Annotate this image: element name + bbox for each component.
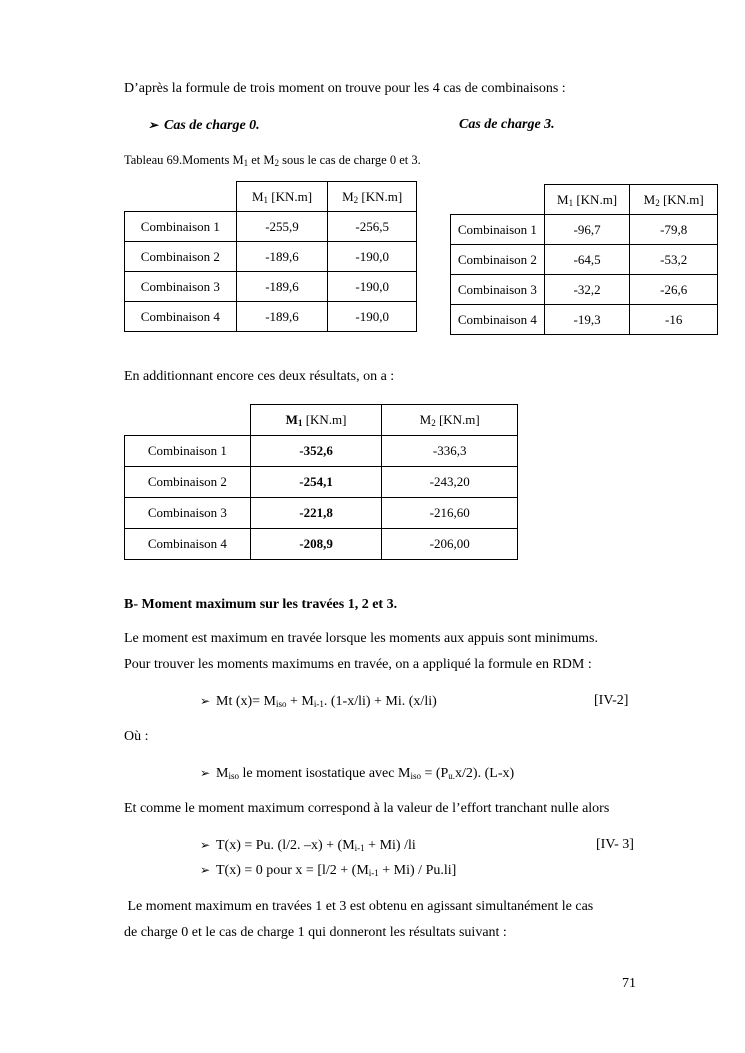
table-header-row <box>451 185 718 215</box>
caption-sub1: 1 <box>243 158 249 168</box>
section-heading: B- Moment maximum sur les travées 1, 2 et 3. <box>124 597 398 612</box>
sum-text: En additionnant encore ces deux résultats, on a : <box>124 369 395 384</box>
paragraph-line: Et comme le moment maximum correspond à la valeur de l’effort tranchant nulle alors <box>124 801 610 816</box>
table-case-0 <box>124 181 417 332</box>
header-m2: $M_2$ [KN.m] <box>630 185 718 215</box>
header-m1: $M_1$ [KN.m] <box>544 185 630 215</box>
formula-t-zero: ➢ T(x) = 0 pour $x = [l/2 + (M_{i-1} + Mi) / Pu.li]$ <box>200 863 457 878</box>
row-label: Combinaison 3 <box>451 275 545 305</box>
row-label: Combinaison 2 <box>451 245 545 275</box>
formula-miso: ➢ $M_{iso}$ le moment isostatique avec $M_{iso} = (P_{u.}x/2)$. (L-x) <box>200 766 515 781</box>
cell-m1: -352,6 <box>250 436 382 467</box>
cell-m1: -96,7 <box>544 215 630 245</box>
table-case-3 <box>450 184 718 335</box>
table-row <box>125 467 518 498</box>
table-row <box>125 272 417 302</box>
arrow-bullet-icon: ➢ <box>200 838 211 852</box>
paragraph-line: Le moment maximum en travées 1 et 3 est obtenu en agissant simultanément le cas <box>124 899 594 914</box>
cell-m2: -190,0 <box>328 242 417 272</box>
formula-ref: [IV- 3] <box>596 837 634 852</box>
cell-m2: -190,0 <box>328 272 417 302</box>
cell-m1: -64,5 <box>544 245 630 275</box>
table-header-row <box>125 405 518 436</box>
arrow-bullet-icon: ➢ <box>200 863 211 877</box>
row-label: Combinaison 1 <box>125 212 237 242</box>
table-row <box>125 302 417 332</box>
cell-m1: -254,1 <box>250 467 382 498</box>
table-row <box>125 212 417 242</box>
arrow-bullet-icon: ➢ <box>148 118 159 132</box>
cell-m1: -19,3 <box>544 305 630 335</box>
cell-m2: -243,20 <box>382 467 518 498</box>
row-label: Combinaison 1 <box>451 215 545 245</box>
paragraph-line: Pour trouver les moments maximums en travée, on a appliqué la formule en RDM : <box>124 657 592 672</box>
cell-m1: -255,9 <box>236 212 328 242</box>
page-number: 71 <box>622 976 636 991</box>
paragraph-line: Le moment est maximum en travée lorsque les moments aux appuis sont minimums. <box>124 631 598 646</box>
ou-label: Où : <box>124 729 149 744</box>
header-empty-cell <box>125 405 251 436</box>
row-label: Combinaison 3 <box>125 498 251 529</box>
caption-mid: et M <box>248 153 275 167</box>
header-empty-cell <box>451 185 545 215</box>
caption-sub2: 2 <box>274 158 279 168</box>
table-header-row <box>125 182 417 212</box>
cell-m2: -216,60 <box>382 498 518 529</box>
arrow-bullet-icon: ➢ <box>200 694 211 708</box>
cell-m2: -206,00 <box>382 529 518 560</box>
cell-m1: -32,2 <box>544 275 630 305</box>
case-left-label: Cas de charge 0. <box>164 118 260 133</box>
cell-m1: -208,9 <box>250 529 382 560</box>
cell-m2: -336,3 <box>382 436 518 467</box>
table-row <box>125 436 518 467</box>
row-label: Combinaison 4 <box>125 302 237 332</box>
cell-m1: -189,6 <box>236 242 328 272</box>
cell-m2: -190,0 <box>328 302 417 332</box>
row-label: Combinaison 1 <box>125 436 251 467</box>
header-m1: $M_1$ [KN.m] <box>250 405 382 436</box>
paragraph-line: de charge 0 et le cas de charge 1 qui donneront les résultats suivant : <box>124 925 507 940</box>
formula-ref: [IV-2] <box>594 693 629 708</box>
table-row <box>451 215 718 245</box>
row-label: Combinaison 4 <box>451 305 545 335</box>
row-label: Combinaison 4 <box>125 529 251 560</box>
cell-m2: -79,8 <box>630 215 718 245</box>
header-m1: $M_1$ [KN.m] <box>236 182 328 212</box>
table-row <box>125 529 518 560</box>
cell-m2: -53,2 <box>630 245 718 275</box>
arrow-bullet-icon: ➢ <box>200 766 211 780</box>
caption-suffix: sous le cas de charge 0 et 3. <box>278 153 421 167</box>
row-label: Combinaison 3 <box>125 272 237 302</box>
row-label: Combinaison 2 <box>125 242 237 272</box>
table-row <box>125 498 518 529</box>
formula-mt: ➢ Mt $(x)= M_{iso} + M_{i-1}$. (1-x/li) + Mi. (x/li) <box>200 694 437 709</box>
intro-text: D’après la formule de trois moment on trouve pour les 4 cas de combinaisons : <box>124 81 566 96</box>
header-empty-cell <box>125 182 237 212</box>
table-row <box>451 245 718 275</box>
header-m2: $M_2$ [KN.m] <box>382 405 518 436</box>
row-label: Combinaison 2 <box>125 467 251 498</box>
table-row <box>451 305 718 335</box>
formula-t: ➢ T(x) = Pu. (l/2. $-x) + (M_{i-1} + Mi)$ /li <box>200 838 416 853</box>
caption-prefix: Tableau 69.Moments M <box>124 153 244 167</box>
table-sum <box>124 404 518 560</box>
cell-m2: -16 <box>630 305 718 335</box>
header-m2: $M_2$ [KN.m] <box>328 182 417 212</box>
cell-m1: -189,6 <box>236 272 328 302</box>
cell-m2: -256,5 <box>328 212 417 242</box>
cell-m1: -221,8 <box>250 498 382 529</box>
case-heading-right: Cas de charge 3. <box>459 117 555 132</box>
table-row <box>451 275 718 305</box>
cell-m1: -189,6 <box>236 302 328 332</box>
cell-m2: -26,6 <box>630 275 718 305</box>
case-heading-left <box>148 116 260 135</box>
table-row <box>125 242 417 272</box>
table-caption <box>124 152 421 168</box>
